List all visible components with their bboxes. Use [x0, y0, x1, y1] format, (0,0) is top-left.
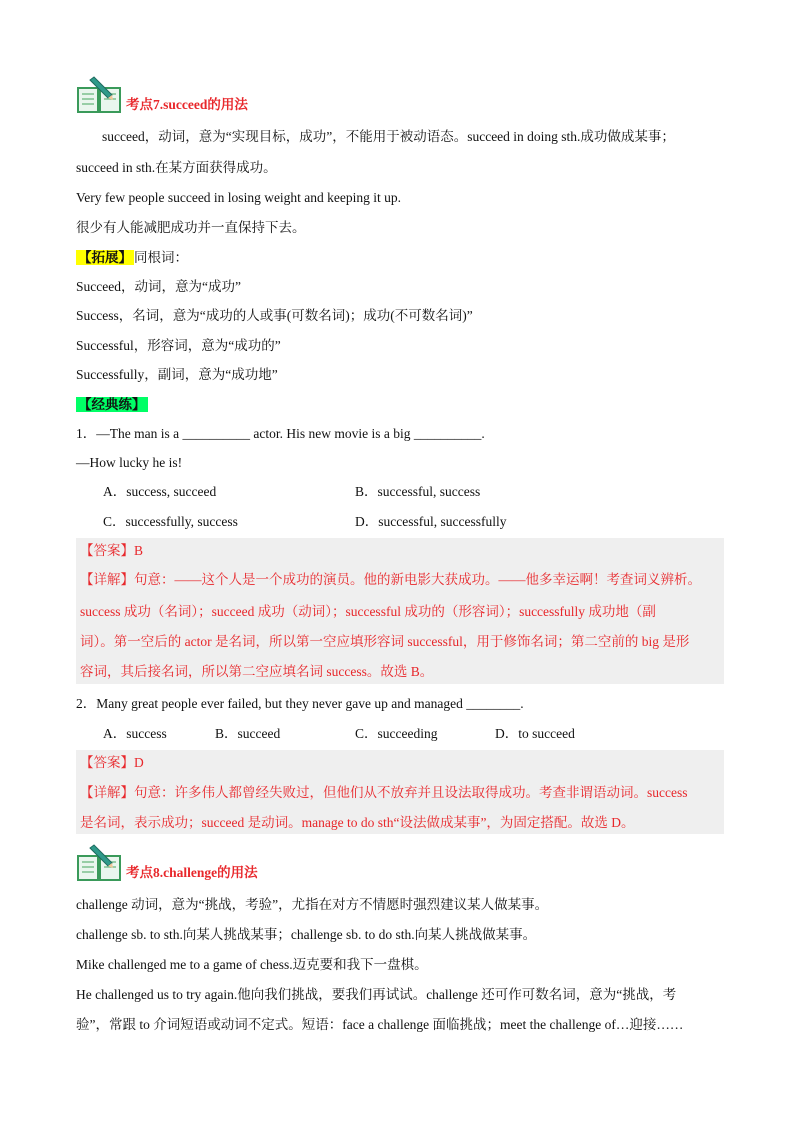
option-c: C．successfully, success	[103, 514, 238, 529]
option-d: D．successful, successfully	[355, 514, 507, 529]
answer-box-2	[76, 750, 724, 834]
explanation-line: 【详解】句意：许多伟人都曾经失败过，但他们从不放弃并且设法取得成功。考查非谓语动词。success	[80, 785, 688, 800]
word-item: Successfully，副词，意为“成功地”	[76, 367, 278, 382]
option-b: B．succeed	[215, 726, 281, 741]
word-item: Succeed，动词，意为“成功”	[76, 279, 241, 294]
explanation-line: success 成功（名词）；succeed 成功（动词）；successful 成功的（形容词）；successfully 成功地（副	[80, 604, 656, 619]
example-translation: 很少有人能减肥成功并一直保持下去。	[76, 220, 306, 235]
paragraph: succeed，动词，意为“实现目标，成功”，不能用于被动语态。succeed in doing sth.成功做成某事；	[102, 129, 675, 144]
expand-line	[76, 249, 188, 267]
answer-label: 【答案】B	[80, 543, 144, 558]
option-c: C．succeeding	[355, 726, 438, 741]
answer-label: 【答案】D	[80, 755, 144, 770]
explanation-line: 【详解】句意：——这个人是一个成功的演员。他的新电影大获成功。——他多幸运啊！考查词义辨析。	[80, 572, 701, 587]
practice-line	[76, 396, 148, 414]
paragraph: challenge 动词，意为“挑战，考验”，尤指在对方不情愿时强烈建议某人做某事。	[76, 897, 549, 912]
example-sentence: Mike challenged me to a game of chess.迈克要和我下一盘棋。	[76, 957, 428, 972]
section-8-heading	[76, 844, 258, 882]
word-item: Success，名词，意为“成功的人或事(可数名词)；成功(不可数名词)”	[76, 308, 473, 323]
question-1-stem: 1．—The man is a __________ actor. His new movie is a big __________.	[76, 426, 485, 441]
question-2-stem: 2．Many great people ever failed, but they never gave up and managed ________.	[76, 696, 524, 711]
expand-text: 同根词：	[134, 250, 188, 265]
explanation-line: 是名词，表示成功；succeed 是动词。manage to do sth“设法做成某事”，为固定搭配。故选 D。	[80, 815, 635, 830]
practice-tag: 【经典练】	[78, 397, 146, 412]
paragraph: He challenged us to try again.他向我们挑战，要我们再试试。challenge 还可作可数名词，意为“挑战，考	[76, 987, 677, 1002]
option-a: A．success, succeed	[103, 484, 217, 499]
example-sentence: Very few people succeed in losing weight and keeping it up.	[76, 190, 402, 205]
paragraph: challenge sb. to sth.向某人挑战某事；challenge sb. to do sth.向某人挑战做某事。	[76, 927, 537, 942]
expand-tag: 【拓展】	[78, 250, 132, 265]
option-a: A．success	[103, 726, 167, 741]
word-item: Successful，形容词，意为“成功的”	[76, 338, 281, 353]
section-8-title: 考点8.challenge的用法	[126, 865, 258, 880]
option-d: D．to succeed	[495, 726, 575, 741]
paragraph: succeed in sth.在某方面获得成功。	[76, 160, 277, 175]
question-1-stem-2: —How lucky he is!	[76, 455, 183, 470]
answer-box-1	[76, 538, 724, 684]
explanation-line: 容词，其后接名词，所以第二空应填名词 success。故选 B。	[80, 664, 434, 679]
book-pencil-icon	[76, 844, 124, 882]
section-7-heading	[76, 76, 248, 114]
section-7-title: 考点7.succeed的用法	[126, 97, 248, 112]
option-b: B．successful, success	[355, 484, 481, 499]
book-pencil-icon	[76, 76, 124, 114]
explanation-line: 词）。第一空后的 actor 是名词，所以第一空应填形容词 successful，用于修饰名词；第二空前的 big 是形	[80, 634, 690, 649]
paragraph: 验”，常跟 to 介词短语或动词不定式。短语：face a challenge 面临挑战；meet the challenge of…迎接……	[76, 1017, 684, 1032]
